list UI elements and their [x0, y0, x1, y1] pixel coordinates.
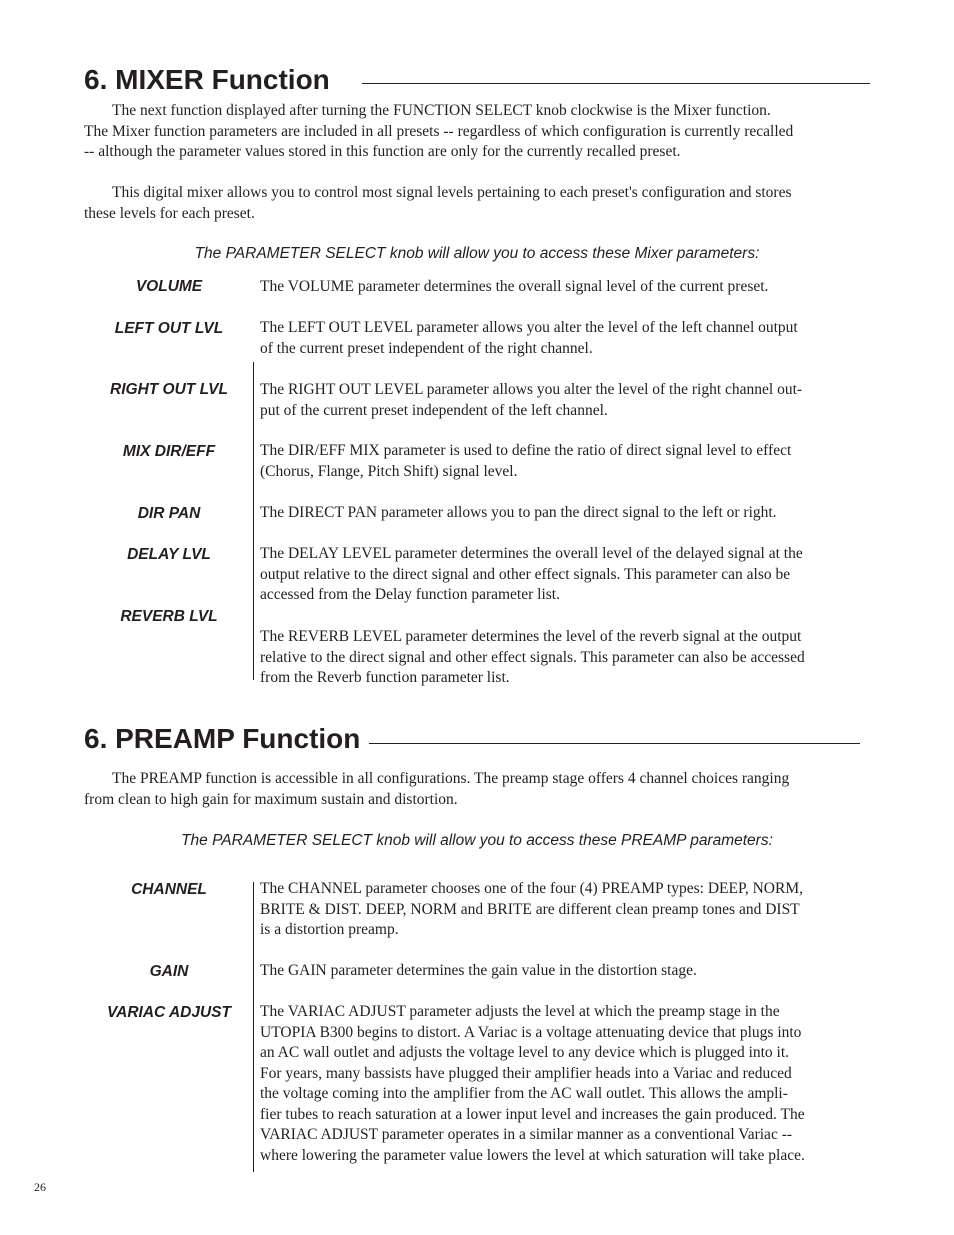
mixer-parameters-lead: The PARAMETER SELECT knob will allow you to access these Mixer parameters:	[194, 245, 760, 262]
preamp-heading: 6. PREAMP Function	[84, 723, 361, 754]
param-desc-channel: The CHANNEL parameter chooses one of the four (4) PREAMP types: DEEP, NORM, BRITE & DIST. DEEP, NORM and BRITE are different clean preamp tones and DIST is a distortion preamp.	[260, 880, 803, 938]
preamp-parameters-lead: The PARAMETER SELECT knob will allow you to access these PREAMP parameters:	[181, 832, 773, 849]
param-term-mix-dir-eff: MIX DIR/EFF	[122, 443, 216, 460]
preamp-heading-rule	[369, 743, 860, 744]
param-desc-variac-adjust: The VARIAC ADJUST parameter adjusts the level at which the preamp stage in the UTOPIA B300 begins to distort. A Variac is a voltage attenuating device that plugs into an AC wall outlet and adjusts the voltage level to any device which is plugged into it. For years, many bassists have plugged their amplifier heads into a Variac and reduced the voltage coming into the amplifier from the AC wall outlet. This allows the ampli- fier tubes to reach saturation at a lower input level and increases the gain produced. The VARIAC ADJUST parameter operates in a similar manner as a conventional Variac -- where lowering the parameter value lowers the level at which saturation will take place.	[260, 1003, 805, 1164]
param-term-left-out-lvl: LEFT OUT LVL	[114, 320, 224, 337]
preamp-parameter-divider	[253, 882, 254, 1172]
param-desc-reverb-lvl: The REVERB LEVEL parameter determines the level of the reverb signal at the output relative to the direct signal and other effect signals. This parameter can also be accessed from the Reverb function parameter list.	[260, 628, 805, 686]
param-term-delay-lvl: DELAY LVL	[127, 546, 211, 563]
preamp-intro-paragraph: The PREAMP function is accessible in all configurations. The preamp stage offers 4 channel choices ranging from clean to high gain for maximum sustain and distortion.	[84, 770, 790, 808]
param-term-gain: GAIN	[149, 963, 189, 980]
param-desc-mix-dir-eff: The DIR/EFF MIX parameter is used to define the ratio of direct signal level to effect (Chorus, Flange, Pitch Shift) signal level.	[260, 442, 792, 480]
param-term-channel: CHANNEL	[131, 881, 207, 898]
param-desc-gain: The GAIN parameter determines the gain value in the distortion stage.	[260, 962, 697, 979]
mixer-intro-paragraph-1: The next function displayed after turning the FUNCTION SELECT knob clockwise is the Mixer function. The Mixer function parameters are included in all presets -- regardless of which configuration is currently recalled -- although the parameter values stored in this function are only for the currently recalled preset.	[84, 102, 794, 160]
param-desc-dir-pan: The DIRECT PAN parameter allows you to pan the direct signal to the left or right.	[260, 504, 777, 521]
mixer-heading-rule	[362, 83, 870, 84]
page-number: 26	[34, 1180, 46, 1194]
param-desc-volume: The VOLUME parameter determines the overall signal level of the current preset.	[260, 278, 769, 295]
param-term-volume: VOLUME	[135, 278, 203, 295]
param-term-variac-adjust: VARIAC ADJUST	[106, 1004, 231, 1021]
param-term-dir-pan: DIR PAN	[137, 505, 201, 522]
param-desc-delay-lvl: The DELAY LEVEL parameter determines the overall level of the delayed signal at the output relative to the direct signal and other effect signals. This parameter can also be accessed from the Delay function parameter list.	[260, 545, 803, 603]
mixer-heading: 6. MIXER Function	[84, 64, 330, 95]
param-desc-right-out-lvl: The RIGHT OUT LEVEL parameter allows you alter the level of the right channel out- put of the current preset independent of the left channel.	[260, 381, 803, 419]
param-term-right-out-lvl: RIGHT OUT LVL	[110, 381, 228, 398]
mixer-intro-paragraph-2: This digital mixer allows you to control most signal levels pertaining to each preset's configuration and stores these levels for each preset.	[84, 184, 792, 222]
param-term-reverb-lvl: REVERB LVL	[120, 608, 218, 625]
param-desc-left-out-lvl: The LEFT OUT LEVEL parameter allows you alter the level of the left channel output of the current preset independent of the right channel.	[260, 319, 798, 357]
